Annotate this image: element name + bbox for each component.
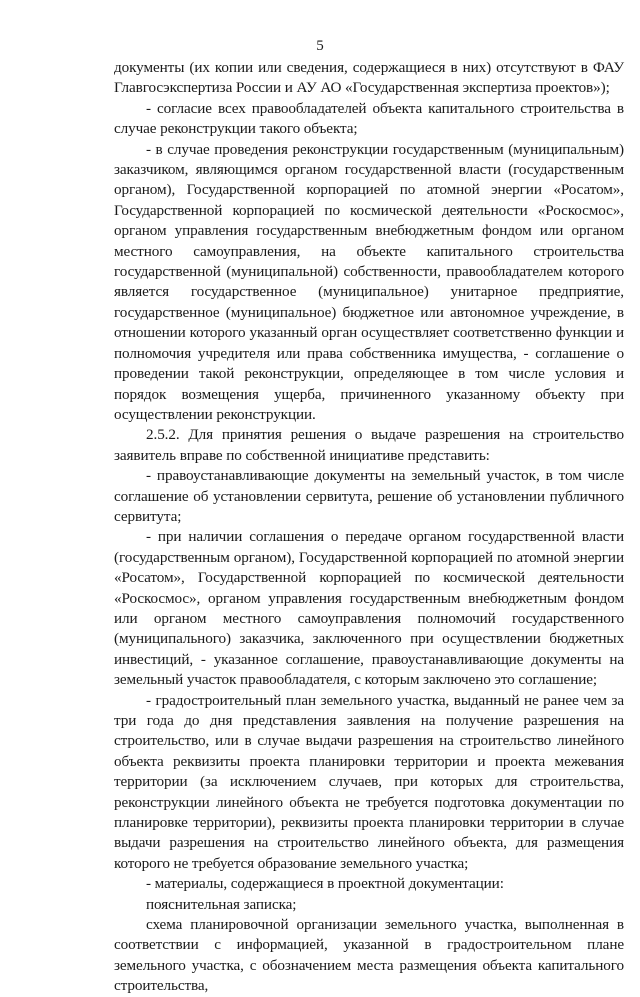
paragraph-project-materials: - материалы, содержащиеся в проектной документации:	[146, 875, 504, 893]
paragraph-documents-continuation: документы (их копии или сведения, содержащиеся в них) отсутствуют в ФАУ Главгосэкспертиза России и АУ АО «Государственная экспертиза проектов»);	[114, 59, 624, 97]
paragraph-reconstruction-agreement: - в случае проведения реконструкции государственным (муниципальным) заказчиком, являющимся органом государственной власти (государственным органом), Государственной корпорацией по атомной энергии «Росатом», Государственной корпорацией по космической деятельности «Роскосмос», органом управления государственным внебюджетным фондом или органом местного самоуправления, на объекте капитального строительства государственной (муниципальной) собственности, правообладателем которого является государственное (муниципальное) унитарное предприятие, государственное (муниципальное) бюджетное или автономное учреждение, в отношении которого указанный орган осуществляет соответственно функции и полномочия учредителя или права собственника имущества, - соглашение о проведении такой реконструкции, определяющее в том числе условия и порядок возмещения ущерба, причиненного указанному объекту при осуществлении реконструкции.	[114, 140, 624, 423]
paragraph-explanatory-note: пояснительная записка;	[146, 895, 297, 913]
document-body	[114, 58, 624, 997]
paragraph-transfer-agreement: - при наличии соглашения о передаче органом государственной власти (государственным органом), Государственной корпорацией по атомной энергии «Росатом», Государственной корпорацией по космической деятельности «Роскосмос», органом управления государственным внебюджетным фондом или органом местного самоуправления полномочий государственного (муниципального) заказчика, заключенного при осуществлении бюджетных инвестиций, - указанное соглашение, правоустанавливающие документы на земельный участок правообладателя, с которым заключено это соглашение;	[114, 528, 624, 689]
paragraph-urban-plan: - градостроительный план земельного участка, выданный не ранее чем за три года до дня представления заявления на получение разрешения на строительство, или в случае выдачи разрешения на строительство линейного объекта реквизиты проекта планировки территории и проекта межевания территории (за исключением случаев, при которых для строительства, реконструкции линейного объекта не требуется подготовка документации по планировке территории), реквизиты проекта планировки территории в случае выдачи разрешения на строительство линейного объекта, для размещения которого не требуется образование земельного участка;	[114, 691, 624, 872]
paragraph-layout-scheme: схема планировочной организации земельного участка, выполненная в соответствии с информацией, указанной в градостроительном плане земельного участка, с обозначением места размещения объекта капитального строительства,	[114, 916, 624, 995]
paragraph-owners-consent: - согласие всех правообладателей объекта капитального строительства в случае реконструкции такого объекта;	[114, 99, 624, 138]
paragraph-land-title-documents: - правоустанавливающие документы на земельный участок, в том числе соглашение об установлении сервитута, решение об установлении публичного сервитута;	[114, 467, 624, 525]
page-number: 5	[316, 38, 324, 54]
paragraph-2-5-2: 2.5.2. Для принятия решения о выдаче разрешения на строительство заявитель вправе по собственной инициативе представить:	[114, 426, 624, 464]
